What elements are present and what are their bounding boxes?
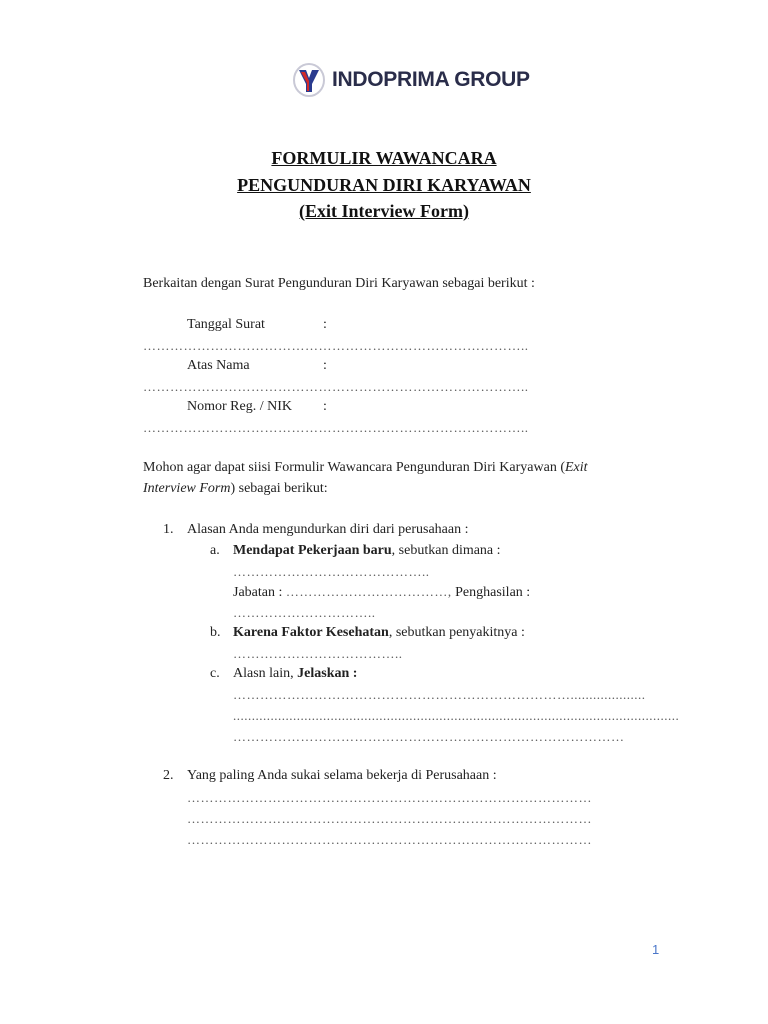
request-text: Mohon agar dapat siisi Formulir Wawancara Pengunduran Diri Karyawan ( — [143, 460, 565, 475]
q1c-plain: Alasn lain, — [233, 666, 294, 681]
q1a-letter: a. — [210, 543, 220, 558]
q1c-letter: c. — [210, 666, 220, 681]
field-colon: : — [323, 317, 327, 332]
field-label-atas-nama: Atas Nama — [187, 358, 250, 373]
q2-dotline-1[interactable]: ……………………………………………………………………………… — [187, 790, 592, 805]
nomor-reg-dotline[interactable]: ………………………………………………………………………….. — [143, 420, 529, 435]
logo-text: INDOPRIMA GROUP — [332, 68, 530, 91]
penghasilan-dotline[interactable]: ………………………….. — [233, 605, 376, 620]
penghasilan-label: Penghasilan : — [455, 585, 531, 600]
q1c-bold: Jelaskan : — [297, 666, 358, 681]
q1b-letter: b. — [210, 625, 221, 640]
page-number: 1 — [652, 942, 660, 957]
field-colon: : — [323, 358, 327, 373]
q2-dotline-3[interactable]: ……………………………………………………………………………… — [187, 832, 592, 847]
q1a-text — [233, 543, 501, 559]
q1c-text — [233, 666, 357, 682]
request-italic-form: Interview Form — [143, 481, 231, 496]
company-logo — [292, 62, 530, 98]
jabatan-label: Jabatan : — [233, 585, 283, 600]
field-label-nomor-reg: Nomor Reg. / NIK — [187, 399, 292, 414]
q1-text: Alasan Anda mengundurkan diri dari perusahaan : — [187, 522, 469, 537]
intro-text: Berkaitan dengan Surat Pengunduran Diri Karyawan sebagai berikut : — [143, 276, 535, 291]
q1b-rest: , sebutkan penyakitnya : — [388, 625, 525, 640]
request-text-end: ) sebagai berikut: — [230, 481, 328, 496]
q1b-text — [233, 625, 525, 641]
form-title-line2: PENGUNDURAN DIRI KARYAWAN — [237, 175, 531, 195]
jabatan-dotline[interactable]: ………………………………, — [285, 584, 452, 599]
q1b-bold: Karena Faktor Kesehatan — [233, 625, 389, 640]
q1c-dotline-3[interactable]: …………………………………………………………………………… — [233, 729, 625, 744]
tanggal-surat-dotline[interactable]: ………………………………………………………………………….. — [143, 338, 529, 353]
q1-number: 1. — [163, 522, 174, 537]
q1a-jabatan-row — [233, 584, 530, 601]
request-line2 — [143, 481, 328, 497]
field-colon: : — [323, 399, 327, 414]
q2-dotline-2[interactable]: ……………………………………………………………………………… — [187, 811, 592, 826]
request-italic-exit: Exit — [565, 460, 588, 475]
form-title-line1: FORMULIR WAWANCARA — [271, 148, 497, 168]
q1b-dotline[interactable]: ……………………………….. — [233, 646, 403, 661]
indoprima-emblem-icon — [292, 62, 326, 98]
q2-text: Yang paling Anda sukai selama bekerja di Perusahaan : — [187, 768, 497, 783]
q2-number: 2. — [163, 768, 174, 783]
q1c-dotline-2[interactable]: ....................................................................................................................... — [233, 708, 680, 723]
q1a-dotline[interactable]: …………………………………….. — [233, 564, 430, 579]
q1a-bold: Mendapat Pekerjaan baru — [233, 543, 392, 558]
request-line1 — [143, 460, 588, 476]
field-label-tanggal-surat: Tanggal Surat — [187, 317, 265, 332]
form-title-line3: (Exit Interview Form) — [299, 201, 469, 221]
atas-nama-dotline[interactable]: ………………………………………………………………………….. — [143, 379, 529, 394]
q1a-rest: , sebutkan dimana : — [391, 543, 501, 558]
q1c-dotline-1[interactable]: ………………………………………………………………….................... — [233, 687, 646, 702]
